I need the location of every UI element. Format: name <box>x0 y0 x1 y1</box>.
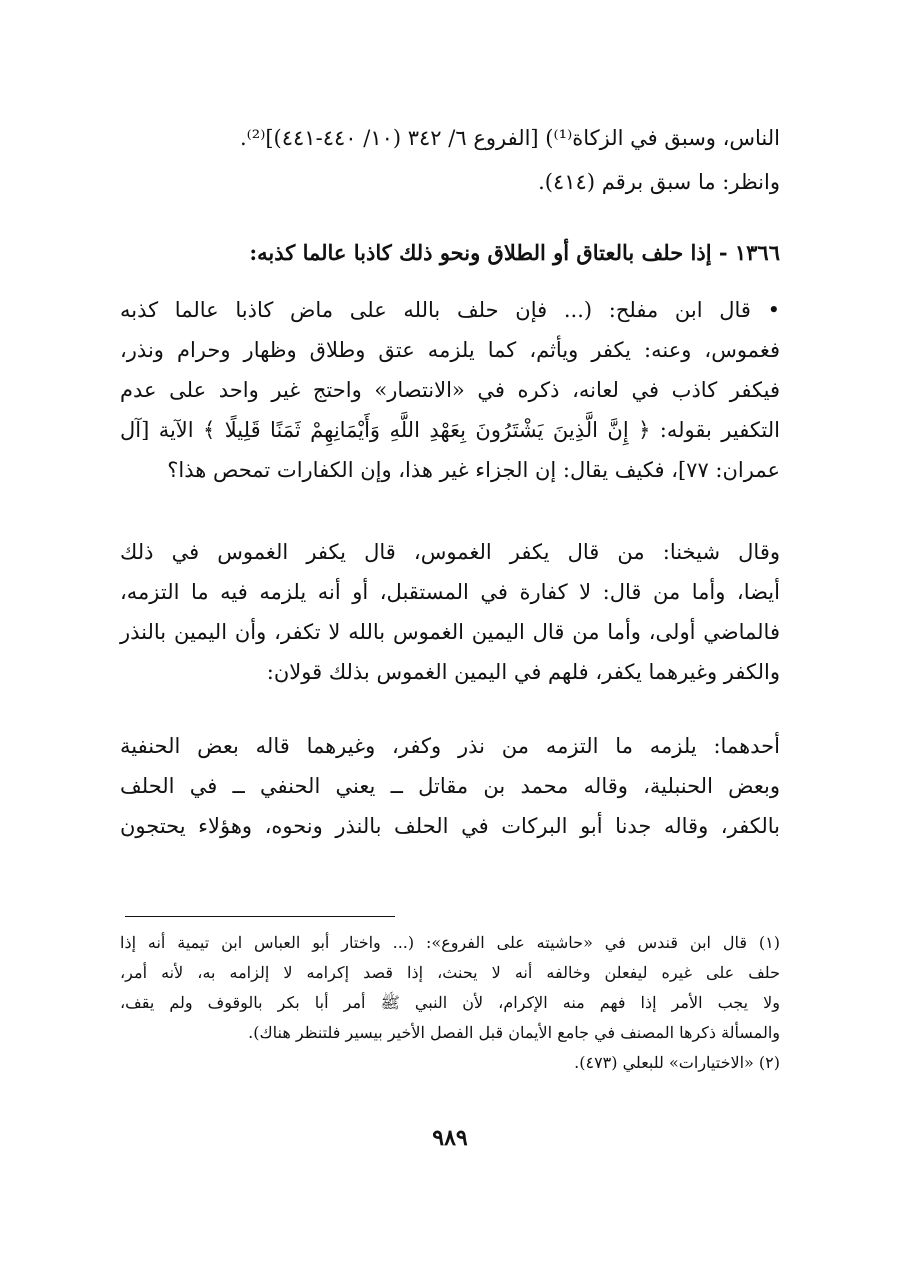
paragraph-line: • قال ابن مفلح: (... فإن حلف بالله على ماض كاذبا عالما كذبه <box>120 298 780 322</box>
footnote-2 <box>120 1048 780 1078</box>
section-number: ١٣٦٦ - <box>718 240 780 265</box>
footnotes <box>120 928 780 1078</box>
page-number: ٩٨٩ <box>432 1125 468 1151</box>
paragraph-2 <box>120 532 780 692</box>
paragraph-3 <box>120 726 780 846</box>
section-heading <box>120 233 780 273</box>
intro-line: وانظر: ما سبق برقم (٤١٤). <box>538 170 780 194</box>
footnote-separator <box>125 916 395 917</box>
paragraph-line: أحدهما: يلزمه ما التزمه من نذر وكفر، وغيرهما قاله بعض الحنفية <box>120 734 780 758</box>
footnote-line: (٢) «الاختيارات» للبعلي (٤٧٣). <box>574 1053 780 1072</box>
paragraph-line: التكفير بقوله: ﴿ إِنَّ الَّذِينَ يَشْتَرُونَ بِعَهْدِ اللَّهِ وَأَيْمَانِهِمْ ثَمَنًا قَلِيلًا ﴾ الآية [آل <box>120 418 780 442</box>
intro-line: الناس، وسبق في الزكاة⁽¹⁾) [الفروع ٦/ ٣٤٢ (١٠/ ٤٤٠-٤٤١)]⁽²⁾. <box>239 126 780 150</box>
footnote-line: (١) قال ابن قندس في «حاشيته على الفروع»: (... واختار أبو العباس ابن تيمية أنه إذا <box>120 933 780 952</box>
footnote-line: والمسألة ذكرها المصنف في جامع الأيمان قبل الفصل الأخير بيسير فلتنظر هناك). <box>248 1023 780 1042</box>
paragraph-1 <box>120 290 780 490</box>
paragraph-line: فالماضي أولى، وأما من قال اليمين الغموس بالله لا تكفر، وأن اليمين بالنذر <box>120 620 780 644</box>
paragraph-line: بالكفر، وقاله جدنا أبو البركات في الحلف بالنذر ونحوه، وهؤلاء يحتجون <box>120 814 781 838</box>
paragraph-line: فيكفر كاذب في لعانه، ذكره في «الانتصار» واحتج غير واحد على عدم <box>120 378 780 402</box>
paragraph-line: فغموس، وعنه: يكفر ويأثم، كما يلزمه عتق وطلاق وظهار وحرام ونذر، <box>120 338 780 362</box>
paragraph-line: أيضا، وأما من قال: لا كفارة في المستقبل، أو أنه يلزمه فيه ما التزمه، <box>120 580 780 604</box>
section-title: إذا حلف بالعتاق أو الطلاق ونحو ذلك كاذبا عالما كذبه: <box>249 240 712 265</box>
paragraph-line: والكفر وغيرهما يكفر، فلهم في اليمين الغموس بذلك قولان: <box>266 660 780 684</box>
paragraph-line: وقال شيخنا: من قال يكفر الغموس، قال يكفر الغموس في ذلك <box>120 540 780 564</box>
intro-block <box>120 118 780 202</box>
footnote-line: ولا يجب الأمر إذا فهم منه الإكرام، لأن النبي ﷺ أمر أبا بكر بالوقوف ولم يقف، <box>120 993 780 1012</box>
paragraph-line: عمران: ٧٧]، فكيف يقال: إن الجزاء غير هذا، وإن الكفارات تمحص هذا؟ <box>167 458 780 482</box>
footnote-1 <box>120 928 780 1048</box>
footnote-line: حلف على غيره ليفعلن وخالفه أنه لا يحنث، إذا قصد إكرامه لا إلزامه به، لأنه أمر، <box>120 963 780 982</box>
section-heading-text <box>120 233 780 273</box>
paragraph-line: وبعض الحنبلية، وقاله محمد بن مقاتل ــ يعني الحنفي ــ في الحلف <box>120 774 780 798</box>
